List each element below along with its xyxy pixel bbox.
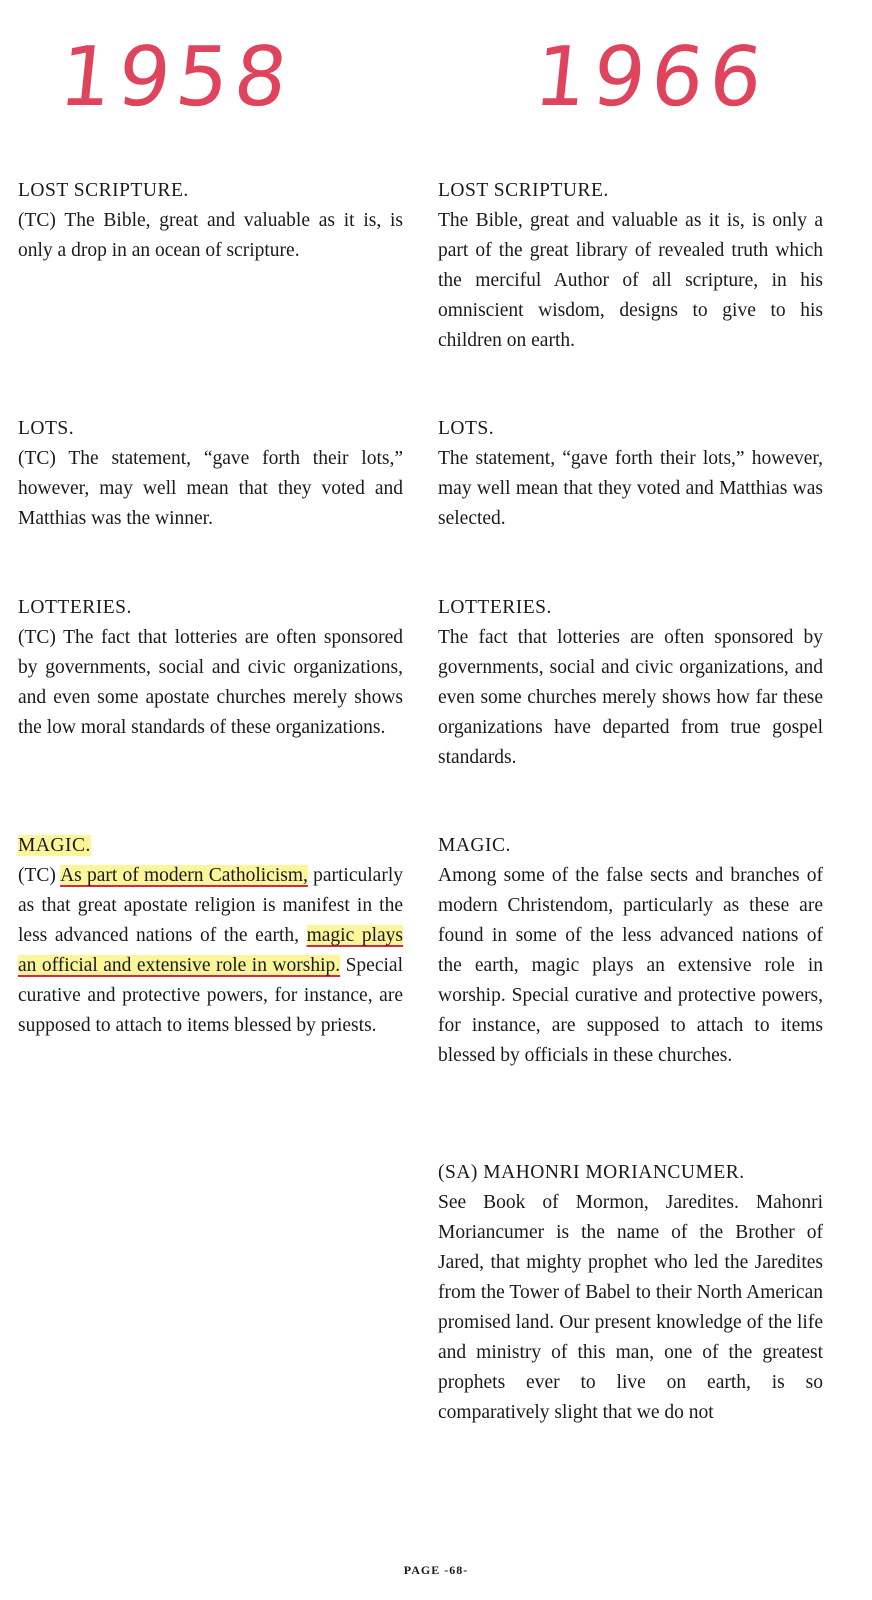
entry-text: See Book of Mormon, Jaredites. Mahonri Moriancumer is the name of the Brother of Jared, that mighty prophet who led the Jaredites from the Tower of Babel to their North American promised land. Our present knowledge of the life and ministry of this man, one of the greatest prophets ever to live on earth, is so comparatively slight that we do not: [438, 1192, 823, 1423]
entry-text-prefix: (TC): [18, 865, 61, 886]
entry-lost-scripture-1958: [18, 176, 403, 266]
entry-text: Among some of the false sects and branches of modern Christendom, particularly as these are found in some of the less advanced nations of the earth, magic plays an extensive role in worship. Special curative and protective powers, for instance, are supposed to attach to items blessed by officials in these churches.: [438, 865, 823, 1066]
entry-text: The statement, “gave forth their lots,” however, may well mean that they voted and Matthias was selected.: [438, 448, 823, 529]
entry-heading: LOST SCRIPTURE.: [18, 180, 189, 201]
entry-text: (TC) The Bible, great and valuable as it is, is only a drop in an ocean of scripture.: [18, 210, 403, 261]
entry-text: [18, 861, 403, 1041]
entry-magic-1966: [438, 831, 823, 1071]
entry-text: (TC) The statement, “gave forth their lots,” however, may well mean that they voted and Matthias was the winner.: [18, 448, 403, 529]
highlighted-phrase-magic-role: magic plays an official and extensive role in worship.: [18, 925, 403, 976]
entry-text: (TC) The fact that lotteries are often sponsored by governments, social and civic organizations, and even some apostate churches merely shows the low moral standards of these organizations.: [18, 627, 403, 738]
year-label-1966: 1966: [530, 30, 773, 125]
entry-heading: LOTTERIES.: [18, 597, 132, 618]
entry-heading: LOTS.: [438, 418, 495, 439]
highlighted-heading: MAGIC.: [18, 835, 91, 856]
entry-lots-1958: [18, 414, 403, 534]
entry-heading: LOST SCRIPTURE.: [438, 180, 609, 201]
entry-magic-1958: [18, 831, 403, 1041]
entry-heading: LOTTERIES.: [438, 597, 552, 618]
entry-heading: MAGIC.: [438, 835, 511, 856]
entry-lost-scripture-1966: [438, 176, 823, 356]
year-label-1958: 1958: [55, 30, 298, 125]
entry-text-suffix: Special curative and protective powers, for instance, are supposed to attach to items blessed by priests.: [18, 955, 403, 1036]
entry-lotteries-1958: [18, 593, 403, 743]
entry-heading: [18, 831, 403, 861]
page-number: PAGE -68-: [403, 1563, 469, 1577]
highlighted-phrase-catholicism: As part of modern Catholicism,: [60, 865, 308, 886]
entry-heading: LOTS.: [18, 418, 75, 439]
entry-text: The fact that lotteries are often sponsored by governments, social and civic organizations, and even some churches merely shows how far these organizations have departed from true gospel standards.: [438, 627, 823, 768]
entry-heading: (SA) MAHONRI MORIANCUMER.: [438, 1162, 745, 1183]
entry-lots-1966: [438, 414, 823, 534]
entry-mahonri-1966: [438, 1158, 823, 1428]
entry-text: The Bible, great and valuable as it is, is only a part of the great library of revealed truth which the merciful Author of all scripture, in his omniscient wisdom, designs to give to his children on earth.: [438, 210, 823, 351]
entry-text-middle: particularly as that great apostate religion is manifest in the less advanced nations of the earth,: [18, 865, 403, 946]
entry-lotteries-1966: [438, 593, 823, 773]
